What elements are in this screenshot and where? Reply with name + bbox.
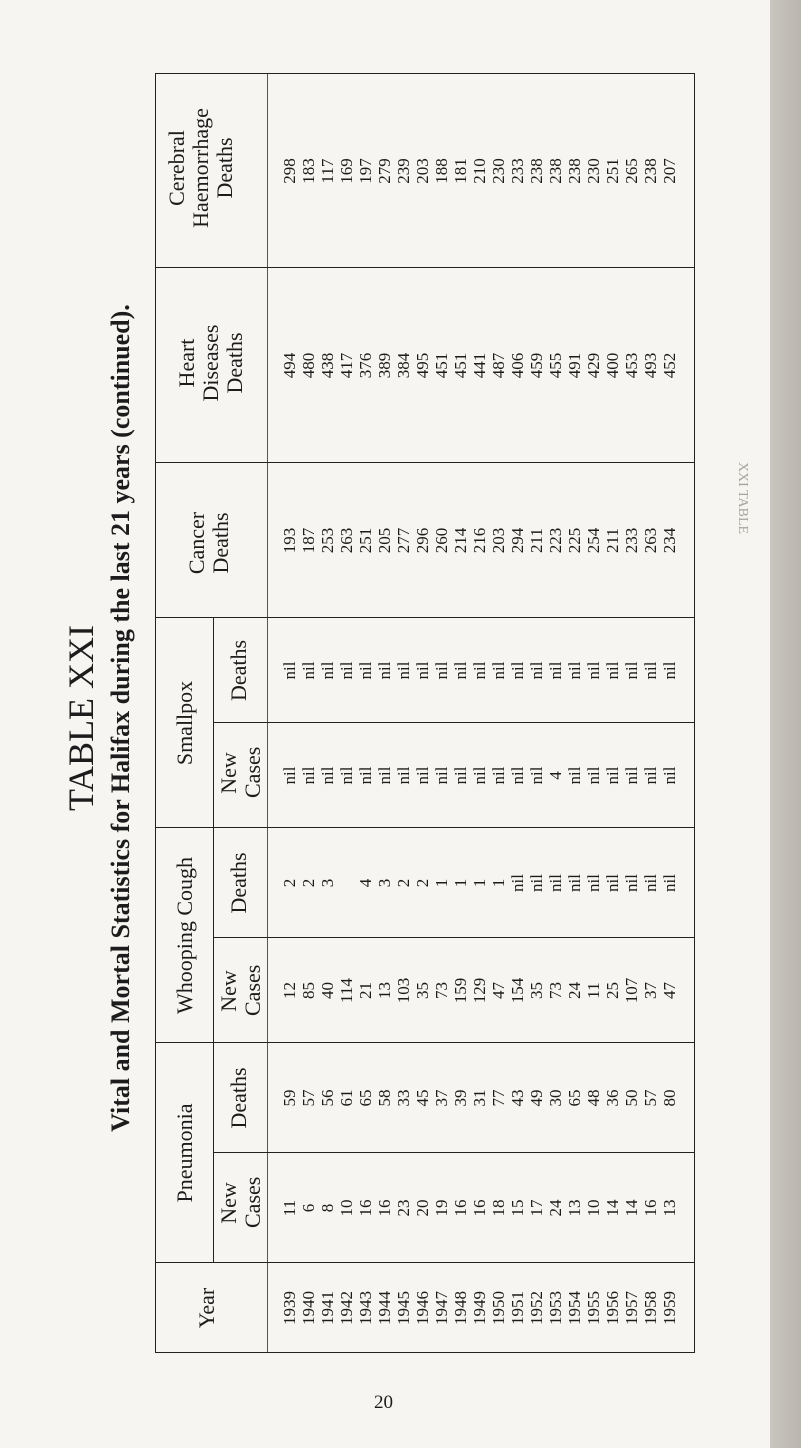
table-cell: 16 bbox=[451, 1199, 470, 1217]
table-cell: 18 bbox=[489, 1199, 508, 1217]
table-cell: 65 bbox=[356, 1089, 375, 1107]
pneumonia-new-cases-column bbox=[280, 1153, 679, 1263]
table-cell: 238 bbox=[546, 158, 565, 184]
smallpox-deaths-column bbox=[280, 618, 679, 723]
table-cell: 1948 bbox=[451, 1291, 470, 1325]
table-cell: 183 bbox=[299, 158, 318, 184]
table-cell: 10 bbox=[337, 1199, 356, 1217]
table-cell: 263 bbox=[337, 527, 356, 554]
table-cell: 251 bbox=[603, 158, 622, 184]
year-column bbox=[280, 1263, 679, 1353]
table-cell: 1956 bbox=[603, 1291, 622, 1325]
table-cell: nil bbox=[546, 874, 565, 892]
table-cell: 57 bbox=[299, 1089, 318, 1107]
table-cell: nil bbox=[584, 661, 603, 680]
table-cell: 45 bbox=[413, 1089, 432, 1107]
table-cell: 417 bbox=[337, 352, 356, 379]
table-cell: nil bbox=[299, 766, 318, 785]
table-cell: nil bbox=[280, 766, 299, 785]
table-cell: 181 bbox=[451, 158, 470, 184]
table-cell: 13 bbox=[375, 982, 394, 999]
table-cell: 30 bbox=[546, 1089, 565, 1107]
table-cell: 384 bbox=[394, 352, 413, 379]
table-cell: 1957 bbox=[622, 1291, 641, 1325]
table-cell: 223 bbox=[546, 527, 565, 554]
table-cell: nil bbox=[565, 874, 584, 892]
table-cell: nil bbox=[394, 766, 413, 785]
table-cell: 203 bbox=[413, 158, 432, 184]
table-cell: 1941 bbox=[318, 1291, 337, 1325]
whooping-cough-header: Whooping Cough bbox=[172, 856, 197, 1015]
table-cell: 211 bbox=[603, 528, 622, 553]
table-cell: 35 bbox=[413, 982, 432, 999]
table-cell: 21 bbox=[356, 982, 375, 999]
table-cell: 159 bbox=[451, 977, 470, 1004]
table-cell: 61 bbox=[337, 1089, 356, 1107]
smallpox-deaths-header: Deaths bbox=[226, 639, 251, 702]
heart-diseases-header: Heart Diseases Deaths bbox=[174, 324, 247, 402]
table-cell: 65 bbox=[565, 1089, 584, 1107]
table-cell: nil bbox=[432, 661, 451, 680]
table-cell: 73 bbox=[546, 982, 565, 999]
table-cell: 17 bbox=[527, 1199, 546, 1217]
rotated-table bbox=[60, 73, 700, 1363]
table-cell: 441 bbox=[470, 352, 489, 379]
whooping-new-cases-column bbox=[280, 938, 679, 1043]
table-cell: nil bbox=[470, 661, 489, 680]
cerebral-haemorrhage-header: Cerebral Haemorrhage Deaths bbox=[164, 108, 237, 228]
smallpox-header: Smallpox bbox=[172, 680, 197, 766]
table-cell: 1958 bbox=[641, 1291, 660, 1325]
table-cell: nil bbox=[622, 766, 641, 785]
table-cell: 294 bbox=[508, 527, 527, 554]
table-cell: nil bbox=[546, 661, 565, 680]
table-cell: 188 bbox=[432, 158, 451, 184]
whooping-deaths-column bbox=[280, 828, 679, 938]
table-cell: 80 bbox=[660, 1089, 679, 1107]
table-cell: 216 bbox=[470, 527, 489, 554]
table-cell: 238 bbox=[565, 158, 584, 184]
table-cell: 40 bbox=[318, 982, 337, 999]
table-cell: 279 bbox=[375, 158, 394, 184]
table-cell: 1950 bbox=[489, 1291, 508, 1325]
table-cell: 16 bbox=[375, 1199, 394, 1217]
table-cell: 263 bbox=[641, 527, 660, 554]
table-cell: nil bbox=[565, 766, 584, 785]
table-cell: nil bbox=[470, 766, 489, 785]
table-cell: nil bbox=[527, 874, 546, 892]
table-cell: 233 bbox=[508, 158, 527, 184]
table-cell: 1954 bbox=[565, 1291, 584, 1325]
table-cell: 13 bbox=[660, 1199, 679, 1217]
table-cell: 12 bbox=[280, 982, 299, 999]
table-cell: 1940 bbox=[299, 1291, 318, 1325]
table-cell: 4 bbox=[546, 771, 565, 780]
table-cell: 187 bbox=[299, 527, 318, 554]
table-cell: nil bbox=[508, 661, 527, 680]
table-cell: 265 bbox=[622, 158, 641, 184]
table-cell: 480 bbox=[299, 352, 318, 379]
table-cell: 214 bbox=[451, 527, 470, 554]
table-cell: 1945 bbox=[394, 1291, 413, 1325]
table-cell: 230 bbox=[584, 158, 603, 184]
table-cell: 459 bbox=[527, 352, 546, 379]
table-cell: 296 bbox=[413, 527, 432, 554]
table-cell: 103 bbox=[394, 977, 413, 1004]
table-cell: 37 bbox=[641, 982, 660, 999]
table-cell: 43 bbox=[508, 1089, 527, 1107]
table-cell: nil bbox=[660, 661, 679, 680]
table-cell: 14 bbox=[603, 1199, 622, 1217]
table-cell: 453 bbox=[622, 352, 641, 379]
header-rule bbox=[267, 73, 268, 1353]
table-cell: 225 bbox=[565, 527, 584, 554]
table-cell: 20 bbox=[413, 1199, 432, 1217]
table-cell: 107 bbox=[622, 977, 641, 1004]
table-cell: 452 bbox=[660, 352, 679, 379]
statistics-table bbox=[155, 73, 695, 1353]
pneumonia-header: Pneumonia bbox=[172, 1103, 197, 1203]
cancer-deaths-header: Cancer Deaths bbox=[184, 511, 233, 575]
table-cell: 4 bbox=[356, 878, 375, 888]
table-cell: 1 bbox=[451, 878, 470, 888]
table-cell: nil bbox=[603, 874, 622, 892]
table-cell: nil bbox=[622, 874, 641, 892]
cancer-deaths-column bbox=[280, 463, 679, 618]
table-cell: nil bbox=[527, 766, 546, 785]
table-cell: nil bbox=[413, 661, 432, 680]
table-cell: 238 bbox=[527, 158, 546, 184]
table-cell: 77 bbox=[489, 1089, 508, 1107]
table-cell: 85 bbox=[299, 982, 318, 999]
heart-deaths-column bbox=[280, 268, 679, 463]
table-cell: nil bbox=[641, 874, 660, 892]
pneumonia-deaths-column bbox=[280, 1043, 679, 1153]
table-cell: 8 bbox=[318, 1203, 337, 1213]
table-cell: 207 bbox=[660, 158, 679, 184]
table-cell: 205 bbox=[375, 527, 394, 554]
table-cell: 3 bbox=[318, 878, 337, 888]
table-cell: 2 bbox=[280, 878, 299, 888]
table-cell: 298 bbox=[280, 158, 299, 184]
table-cell: 1943 bbox=[356, 1291, 375, 1325]
table-cell: 197 bbox=[356, 158, 375, 184]
table-cell: 1959 bbox=[660, 1291, 679, 1325]
table-cell: 31 bbox=[470, 1089, 489, 1107]
pneumonia-new-cases-header: New Cases bbox=[216, 1176, 265, 1228]
table-cell: nil bbox=[584, 766, 603, 785]
table-cell: nil bbox=[375, 766, 394, 785]
table-cell: 58 bbox=[375, 1089, 394, 1107]
table-cell: 1946 bbox=[413, 1291, 432, 1325]
table-cell: 451 bbox=[432, 352, 451, 379]
table-cell: 39 bbox=[451, 1089, 470, 1107]
table-cell: nil bbox=[508, 874, 527, 892]
table-cell: nil bbox=[318, 661, 337, 680]
table-cell: 114 bbox=[337, 978, 356, 1003]
table-cell: 211 bbox=[527, 528, 546, 553]
table-cell: 234 bbox=[660, 527, 679, 554]
table-cell: 24 bbox=[546, 1199, 565, 1217]
table-cell: nil bbox=[660, 874, 679, 892]
table-cell: 451 bbox=[451, 352, 470, 379]
whooping-deaths-header: Deaths bbox=[226, 852, 251, 914]
table-cell: 254 bbox=[584, 527, 603, 554]
table-cell: nil bbox=[451, 766, 470, 785]
year-header: Year bbox=[194, 1287, 219, 1329]
table-cell: nil bbox=[622, 661, 641, 680]
table-cell: 1947 bbox=[432, 1291, 451, 1325]
table-cell: 491 bbox=[565, 352, 584, 379]
table-cell: nil bbox=[641, 766, 660, 785]
table-cell: 154 bbox=[508, 977, 527, 1004]
table-cell: 400 bbox=[603, 352, 622, 379]
table-cell: 233 bbox=[622, 527, 641, 554]
table-cell: 260 bbox=[432, 527, 451, 554]
table-cell: 13 bbox=[565, 1199, 584, 1217]
table-cell: 10 bbox=[584, 1199, 603, 1217]
table-cell: nil bbox=[584, 874, 603, 892]
page-number: 20 bbox=[374, 1392, 393, 1413]
table-cell: 1952 bbox=[527, 1291, 546, 1325]
table-cell: 49 bbox=[527, 1089, 546, 1107]
table-cell: 15 bbox=[508, 1199, 527, 1217]
table-cell: 129 bbox=[470, 977, 489, 1004]
table-cell: nil bbox=[299, 661, 318, 680]
table-cell: nil bbox=[489, 661, 508, 680]
table-cell: nil bbox=[603, 661, 622, 680]
table-cell: 1944 bbox=[375, 1291, 394, 1325]
table-cell: 16 bbox=[356, 1199, 375, 1217]
table-cell: 169 bbox=[337, 158, 356, 184]
table-cell: nil bbox=[375, 661, 394, 680]
page-edge bbox=[770, 0, 801, 1448]
table-cell: 56 bbox=[318, 1089, 337, 1107]
cerebral-deaths-column bbox=[280, 74, 679, 268]
table-cell: 33 bbox=[394, 1089, 413, 1107]
table-cell: 238 bbox=[641, 158, 660, 184]
smallpox-new-cases-header: New Cases bbox=[216, 746, 265, 798]
table-cell: nil bbox=[280, 661, 299, 680]
table-cell: 11 bbox=[280, 1199, 299, 1217]
table-cell: 2 bbox=[299, 878, 318, 888]
table-cell: nil bbox=[508, 766, 527, 785]
table-cell: 6 bbox=[299, 1203, 318, 1213]
table-cell: 277 bbox=[394, 527, 413, 554]
table-cell: 24 bbox=[565, 982, 584, 999]
table-cell: 16 bbox=[470, 1199, 489, 1217]
table-cell: nil bbox=[451, 661, 470, 680]
table-cell: 2 bbox=[394, 878, 413, 888]
table-cell: 48 bbox=[584, 1089, 603, 1107]
table-cell: 230 bbox=[489, 158, 508, 184]
table-cell: 59 bbox=[280, 1089, 299, 1107]
table-cell: 376 bbox=[356, 352, 375, 379]
table-cell: 47 bbox=[489, 982, 508, 999]
table-cell: nil bbox=[489, 766, 508, 785]
table-cell: 406 bbox=[508, 352, 527, 379]
table-cell: nil bbox=[356, 766, 375, 785]
table-cell: 251 bbox=[356, 527, 375, 554]
table-cell: nil bbox=[337, 661, 356, 680]
table-cell: 117 bbox=[318, 158, 337, 184]
subheader-rule bbox=[213, 618, 214, 1263]
table-cell: nil bbox=[603, 766, 622, 785]
table-cell: 16 bbox=[641, 1199, 660, 1217]
table-cell: nil bbox=[565, 661, 584, 680]
table-cell: 210 bbox=[470, 158, 489, 184]
table-cell: 1951 bbox=[508, 1291, 527, 1325]
table-cell: 19 bbox=[432, 1199, 451, 1217]
table-cell: 455 bbox=[546, 352, 565, 379]
table-top-rule bbox=[155, 73, 156, 1353]
table-subtitle: Vital and Mortal Statistics for Halifax during the last 21 years (continued). bbox=[106, 304, 135, 1132]
table-cell: 2 bbox=[413, 878, 432, 888]
table-cell: 239 bbox=[394, 158, 413, 184]
table-cell: 429 bbox=[584, 352, 603, 379]
table-cell: nil bbox=[337, 766, 356, 785]
table-cell: 25 bbox=[603, 982, 622, 999]
table-cell: nil bbox=[318, 766, 337, 785]
table-cell: 37 bbox=[432, 1089, 451, 1107]
table-cell: 389 bbox=[375, 352, 394, 379]
smallpox-new-cases-column bbox=[280, 723, 679, 828]
table-cell: 36 bbox=[603, 1089, 622, 1107]
table-cell: nil bbox=[394, 661, 413, 680]
table-cell: 1 bbox=[489, 878, 508, 888]
table-label: TABLE XXI bbox=[61, 624, 101, 812]
table-cell: 487 bbox=[489, 352, 508, 379]
table-cell: 1939 bbox=[280, 1291, 299, 1325]
table-cell: 14 bbox=[622, 1199, 641, 1217]
table-cell: 47 bbox=[660, 982, 679, 999]
table-cell: 438 bbox=[318, 352, 337, 379]
table-bottom-rule bbox=[694, 73, 695, 1353]
whooping-new-cases-header: New Cases bbox=[216, 964, 265, 1016]
table-cell: 494 bbox=[280, 352, 299, 379]
table-cell: 73 bbox=[432, 982, 451, 999]
table-cell: 1955 bbox=[584, 1291, 603, 1325]
edge-mark: XXI TABLE bbox=[735, 461, 751, 535]
table-cell: 203 bbox=[489, 527, 508, 554]
table-cell: 193 bbox=[280, 527, 299, 554]
table-cell: nil bbox=[660, 766, 679, 785]
table-cell bbox=[337, 828, 356, 938]
table-cell: 11 bbox=[584, 982, 603, 999]
table-cell: 1 bbox=[432, 878, 451, 888]
table-cell: nil bbox=[432, 766, 451, 785]
table-cell: nil bbox=[356, 661, 375, 680]
table-cell: 57 bbox=[641, 1089, 660, 1107]
table-cell: 1942 bbox=[337, 1291, 356, 1325]
table-cell: 1 bbox=[470, 878, 489, 888]
table-cell: 50 bbox=[622, 1089, 641, 1107]
table-cell: 23 bbox=[394, 1199, 413, 1217]
table-cell: 3 bbox=[375, 878, 394, 888]
table-cell: 1953 bbox=[546, 1291, 565, 1325]
table-cell: nil bbox=[641, 661, 660, 680]
table-cell: 493 bbox=[641, 352, 660, 379]
table-cell: 495 bbox=[413, 352, 432, 379]
pneumonia-deaths-header: Deaths bbox=[226, 1067, 251, 1129]
table-cell: 253 bbox=[318, 527, 337, 554]
table-cell: nil bbox=[527, 661, 546, 680]
table-cell: 1949 bbox=[470, 1291, 489, 1325]
table-cell: nil bbox=[413, 766, 432, 785]
table-cell: 35 bbox=[527, 982, 546, 999]
